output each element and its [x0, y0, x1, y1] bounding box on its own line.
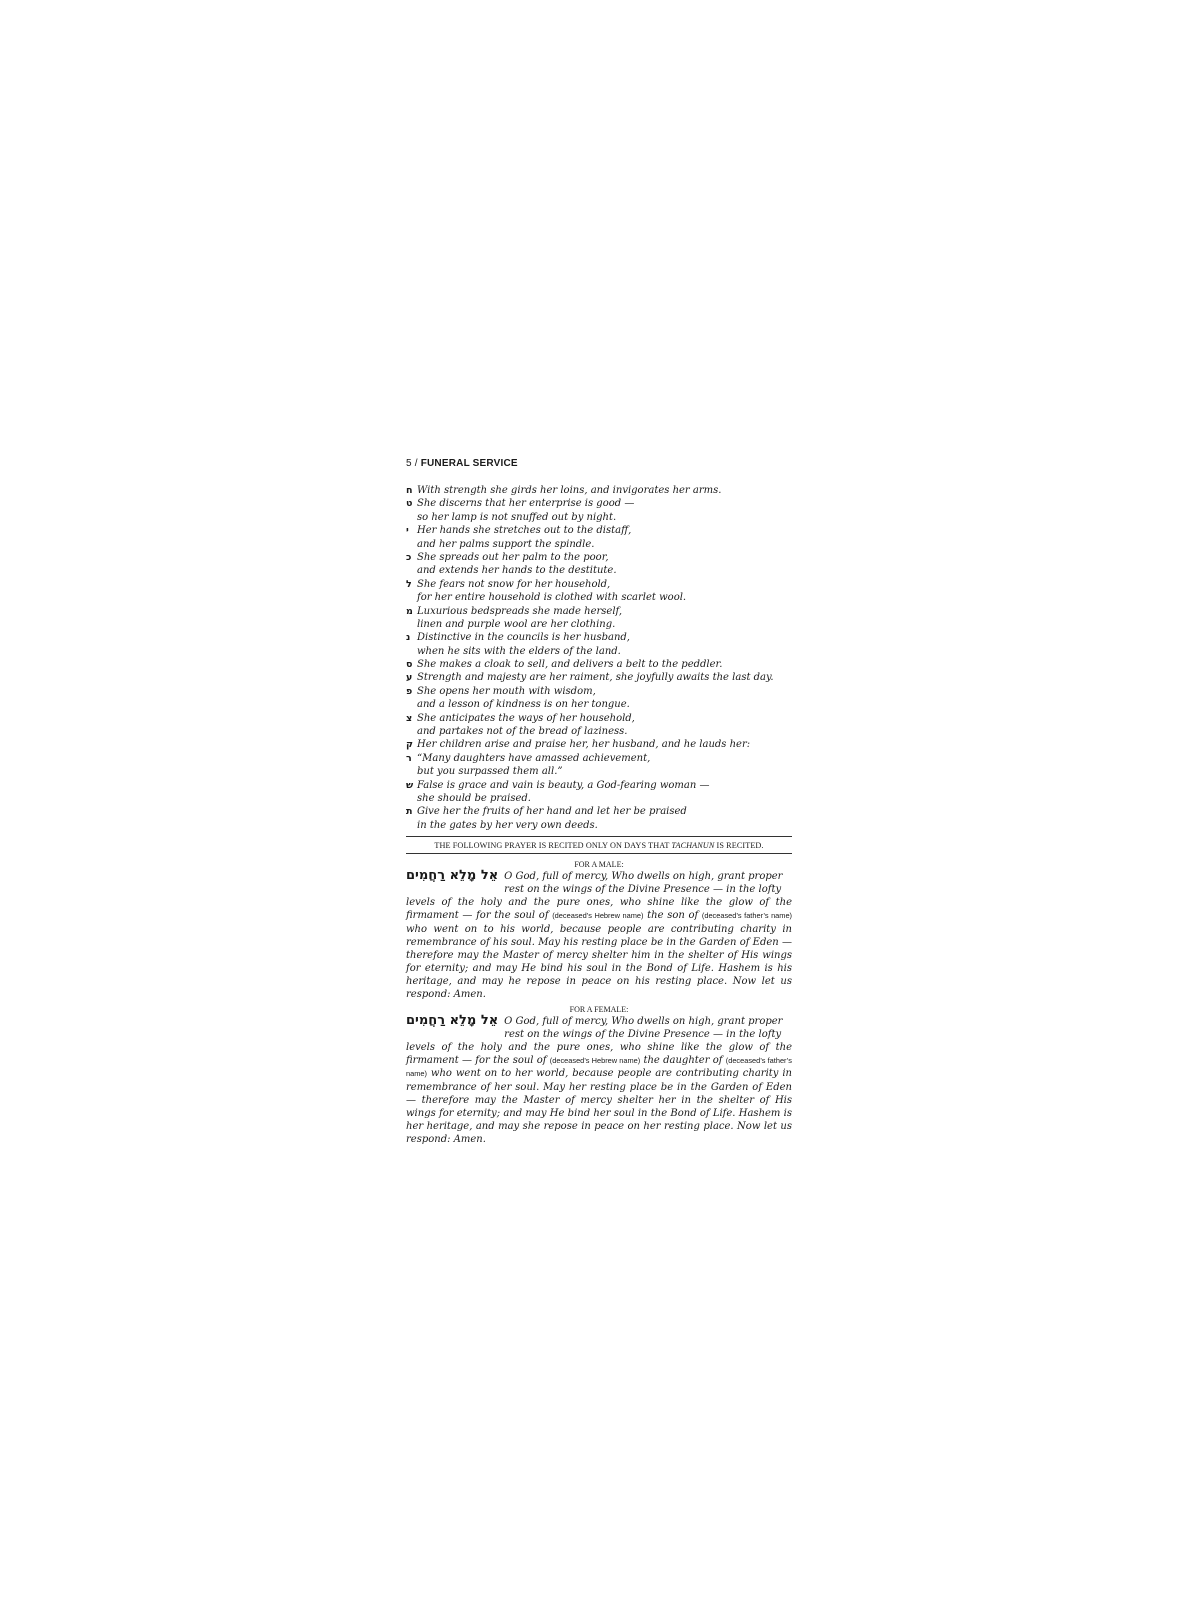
verse [406, 805, 792, 832]
verse [406, 712, 792, 739]
divider-bottom [406, 853, 792, 854]
verse-line: so her lamp is not snuffed out by night. [417, 511, 617, 523]
verse [406, 738, 792, 751]
prayer-first-line: O God, full of mercy, Who dwells on high, grant proper [504, 1016, 783, 1028]
verse [406, 631, 792, 658]
verse [406, 524, 792, 551]
verse-line: and a lesson of kindness is on her tongue. [417, 699, 630, 711]
hebrew-letter-marker: ס [406, 659, 413, 671]
instruction-before: THE FOLLOWING PRAYER IS RECITED ONLY ON DAYS THAT [434, 841, 672, 851]
running-head-separator: / [411, 458, 421, 469]
hebrew-letter-marker: ל [406, 578, 412, 590]
hebrew-letter-marker: מ [406, 605, 413, 617]
hebrew-letter-marker: ק [406, 739, 413, 751]
instruction-after: IS RECITED. [714, 841, 764, 851]
verse-line: Distinctive in the councils is her husband, [417, 632, 630, 644]
section-title: FUNERAL SERVICE [420, 458, 518, 469]
verse-line: when he sits with the elders of the land. [417, 645, 621, 657]
verse [406, 752, 792, 779]
verse-line: She makes a cloak to sell, and delivers a belt to the peddler. [417, 659, 723, 671]
hebrew-letter-marker: ר [406, 752, 412, 764]
verse-line: “Many daughters have amassed achievement, [417, 752, 651, 764]
prayer-body-1: levels of the holy and the pure ones, who shine like the glow of the firmament — for the soul of [406, 1042, 792, 1067]
prayer-body-2: the daughter of [640, 1055, 726, 1067]
instruction-italic: TACHANUN [671, 841, 715, 851]
prayer-body-3: who went on to his world, because people are contributing charity in remembrance of his soul. May his resting place be in the Garden of Eden — therefore may the Master of mercy shelter him in the shelter of His wings for eternity; and may He bind his soul in the Bond of Life. Hashem is his heritage, and may he repose in peace on his resting place. Now let us respond: Amen. [406, 923, 792, 1000]
hebrew-letter-marker: ט [406, 498, 413, 510]
deceased-name-note: (deceased’s Hebrew name) [549, 1056, 641, 1066]
verse [406, 484, 792, 497]
verse [406, 605, 792, 632]
deceased-name-note: (deceased’s Hebrew name) [552, 911, 644, 921]
verse-line: but you surpassed them all.” [417, 766, 563, 778]
verse [406, 578, 792, 605]
verse-line: she should be praised. [417, 792, 531, 804]
verse-line: She spreads out her palm to the poor, [417, 551, 609, 563]
hebrew-letter-marker: ש [406, 779, 414, 791]
verse-line: and extends her hands to the destitute. [417, 565, 617, 577]
verse-line: for her entire household is clothed with scarlet wool. [417, 592, 687, 604]
hebrew-letter-marker: פ [406, 685, 413, 697]
instruction-note [406, 837, 792, 853]
hebrew-incipit: אֵל מָלֵא רַחֲמִים [406, 1013, 499, 1029]
verse [406, 671, 792, 684]
verse-line: With strength she girds her loins, and invigorates her arms. [417, 485, 722, 496]
verse [406, 658, 792, 671]
verse-line: She discerns that her enterprise is good — [417, 498, 635, 510]
prayer-second-line: rest on the wings of the Divine Presence — in the lofty [504, 884, 782, 896]
verse-line: Her children arise and praise her, her husband, and he lauds her: [417, 739, 751, 751]
father-name-note: (deceased’s father’s name) [701, 911, 793, 921]
hebrew-incipit: אֵל מָלֵא רַחֲמִים [406, 868, 499, 884]
verse-line: Strength and majesty are her raiment, she joyfully awaits the last day. [417, 672, 774, 684]
prayer-female [406, 1015, 792, 1146]
verse-line: She anticipates the ways of her household, [417, 712, 635, 724]
hebrew-letter-marker: נ [406, 632, 411, 644]
prayer-heading-female: FOR A FEMALE: [569, 1005, 629, 1015]
hebrew-letter-marker: כ [406, 551, 412, 563]
book-page [406, 457, 792, 1146]
verse [406, 685, 792, 712]
verse-line: in the gates by her very own deeds. [417, 819, 598, 831]
hebrew-letter-marker: י [406, 525, 409, 537]
hebrew-letter-marker: ע [406, 672, 413, 684]
verse-line: False is grace and vain is beauty, a God-fearing woman — [417, 779, 710, 791]
prayer-second-line: rest on the wings of the Divine Presence — in the lofty [504, 1029, 782, 1041]
verse [406, 551, 792, 578]
verse-line: She opens her mouth with wisdom, [417, 685, 596, 697]
prayer-male [406, 870, 792, 1001]
verse-line: and partakes not of the bread of laziness. [417, 726, 628, 738]
father-name-note: (deceased’s father’s name) [406, 1056, 792, 1079]
verse [406, 497, 792, 524]
hebrew-letter-marker: ת [406, 806, 413, 818]
page-number: 5 [406, 458, 412, 469]
hebrew-letter-marker: צ [406, 712, 413, 724]
verse-line: linen and purple wool are her clothing. [417, 618, 616, 630]
verse-line: Luxurious bedspreads she made herself, [417, 605, 623, 617]
prayer-first-line: O God, full of mercy, Who dwells on high, grant proper [504, 871, 783, 883]
hebrew-letter-marker: ח [406, 485, 413, 496]
verse-line: Her hands she stretches out to the distaff, [417, 525, 632, 537]
prayer-body-2: the son of [643, 910, 702, 922]
verse-line: Give her the fruits of her hand and let her be praised [417, 806, 687, 818]
prayer-heading-male: FOR A MALE: [574, 860, 624, 870]
verse-line: She fears not snow for her household, [417, 578, 611, 590]
verse-line: and her palms support the spindle. [417, 538, 595, 550]
eishes-chayil-verses [406, 484, 792, 832]
prayer-body-1: levels of the holy and the pure ones, who shine like the glow of the firmament — for the soul of [406, 897, 792, 922]
verse [406, 779, 792, 806]
running-head [406, 457, 792, 471]
prayer-body-3: who went on to her world, because people are contributing charity in remembrance of her soul. May her resting place be in the Garden of Eden — therefore may the Master of mercy shelter her in the shelter of His wings for eternity; and may He bind her soul in the Bond of Life. Hashem is her heritage, and may she repose in peace on her resting place. Now let us respond: Amen. [406, 1068, 792, 1145]
